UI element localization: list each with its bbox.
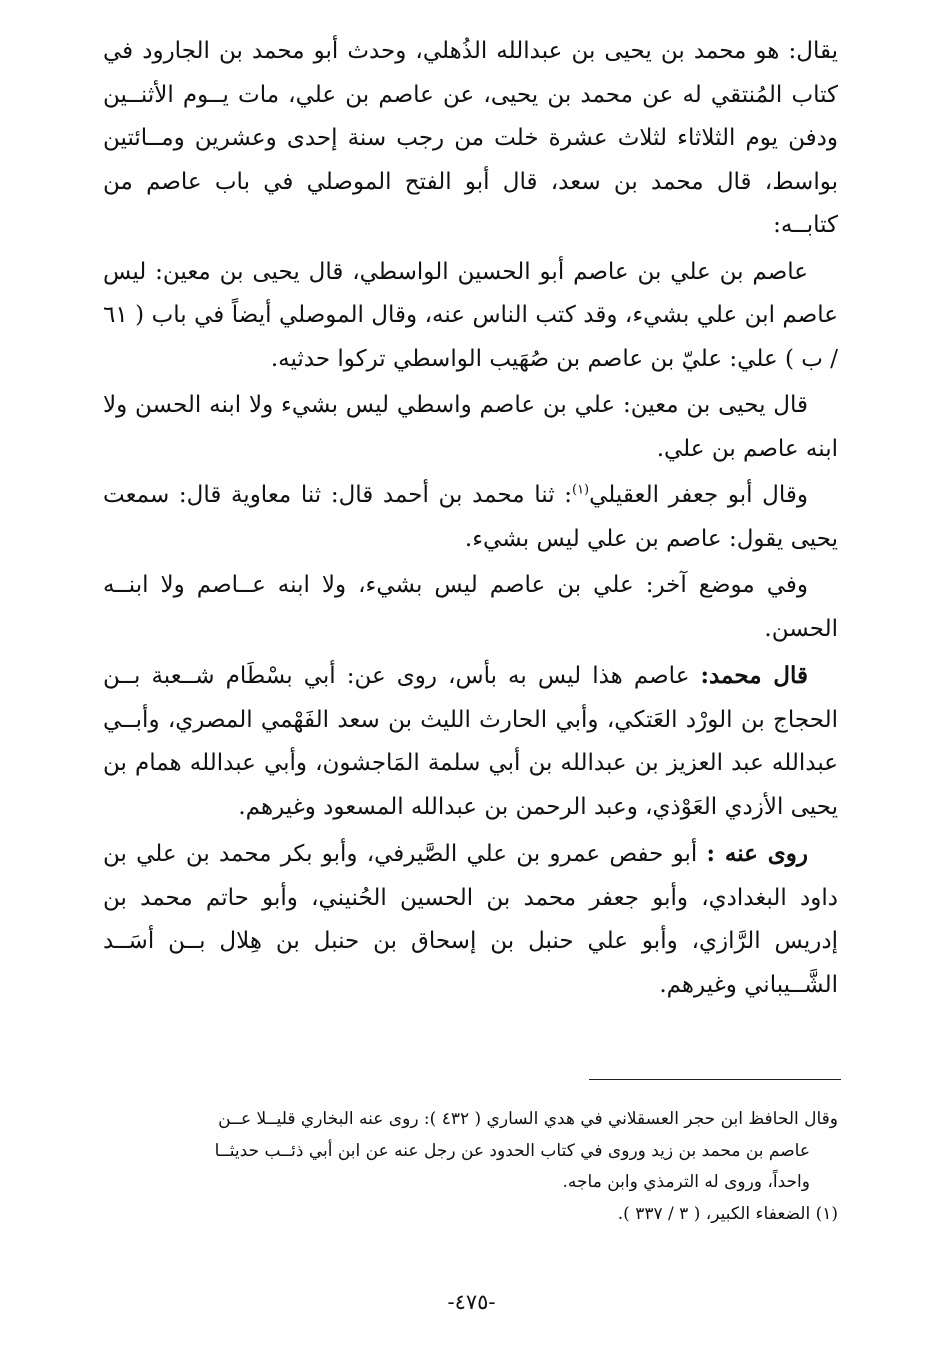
footnote-separator xyxy=(589,1079,841,1080)
paragraph-2-text: عاصم بن علي بن عاصم أبو الحسين الواسطي، قال يحيى بن معين: ليس عاصم ابن علي بشيء، وقد كتب الناس عنه، وقال الموصلي أيضاً في باب ( ٦١ / ب ) علي: عليّ بن عاصم بن صُهَيب الواسطي تركوا حدثيه. xyxy=(103,258,838,372)
page-number: -٤٧٥- xyxy=(447,1290,496,1314)
paragraph-6-lead: قال محمد: xyxy=(700,662,808,689)
paragraph-3 xyxy=(103,384,838,471)
paragraph-6-text: عاصم هذا ليس به بأس، روى عن: أبي بسْطَام شــعبة بــن الحجاج بن الورْد العَتكي، وأبي الحارث الليث بن سعد الفَهْمي المصري، وأبــي عبدالله عبد العزيز بن عبدالله بن أبي سلمة المَاجشون، وأبي عبدالله همام بن يحيى الأزدي العَوْذي، وعبد الرحمن بن عبدالله المسعود وغيرهم. xyxy=(103,663,838,820)
footnote-1: (١) الضعفاء الكبير، ( ٣ / ٣٣٧ ). xyxy=(617,1203,838,1224)
paragraph-5-text: وفي موضع آخر: علي بن عاصم ليس بشيء، ولا ابنه عــاصم ولا ابنــه الحسن. xyxy=(103,572,838,642)
footnotes xyxy=(103,1104,838,1230)
paragraph-7-text: أبو حفص عمرو بن علي الصَّيرفي، وأبو بكر محمد بن علي بن داود البغدادي، وأبو جعفر محمد بن الحسين الحُنيني، وأبو حاتم محمد بن إدريس الرَّازي، وأبو علي حنبل بن إسحاق بن حنبل بن هِلال بــن أسَــد الشَّــيباني وغيرهم. xyxy=(103,841,838,998)
paragraph-5 xyxy=(103,564,838,651)
paragraph-3-text: قال يحيى بن معين: علي بن عاصم واسطي ليس بشيء ولا ابنه الحسن ولا ابنه عاصم بن علي. xyxy=(103,392,838,462)
main-text xyxy=(103,30,838,1010)
paragraph-4-text-after: : ثنا محمد بن أحمد قال: ثنا معاوية قال: سمعت يحيى يقول: عاصم بن علي ليس بشيء. xyxy=(103,482,838,552)
paragraph-6 xyxy=(103,654,838,829)
paragraph-4-text-before: وقال أبو جعفر العقيلي xyxy=(589,482,809,508)
footnote-line-3: واحداً، وروى له الترمذي وابن ماجه. xyxy=(562,1172,810,1192)
paragraph-1 xyxy=(103,30,838,248)
paragraph-4 xyxy=(103,474,838,561)
paragraph-7 xyxy=(103,832,838,1007)
footnote-line-2: عاصم بن محمد بن زيد وروى في كتاب الحدود عن رجل عنه عن ابن أبي ذئــب حديثــا xyxy=(214,1140,810,1161)
paragraph-7-lead: روى عنه : xyxy=(706,840,809,867)
footnote-line-1: وقال الحافظ ابن حجر العسقلاني في هدي الساري ( ٤٣٢ ): روى عنه البخاري قليــلا عــن xyxy=(218,1109,838,1129)
paragraph-2 xyxy=(103,251,838,382)
footnote-reference-1: (١) xyxy=(571,482,590,498)
paragraph-1-text: يقال: هو محمد بن يحيى بن عبدالله الذُهلي، وحدث أبو محمد بن الجارود في كتاب المُنتقي له عن محمد بن يحيى، عن عاصم بن علي، مات يــوم الأثنــين ودفن يوم الثلاثاء لثلاث عشرة خلت من رجب سنة إحدى وعشرين ومــائتين بواسط، قال محمد بن سعد، قال أبو الفتح الموصلي في باب عاصم من كتابــه: xyxy=(103,38,838,238)
